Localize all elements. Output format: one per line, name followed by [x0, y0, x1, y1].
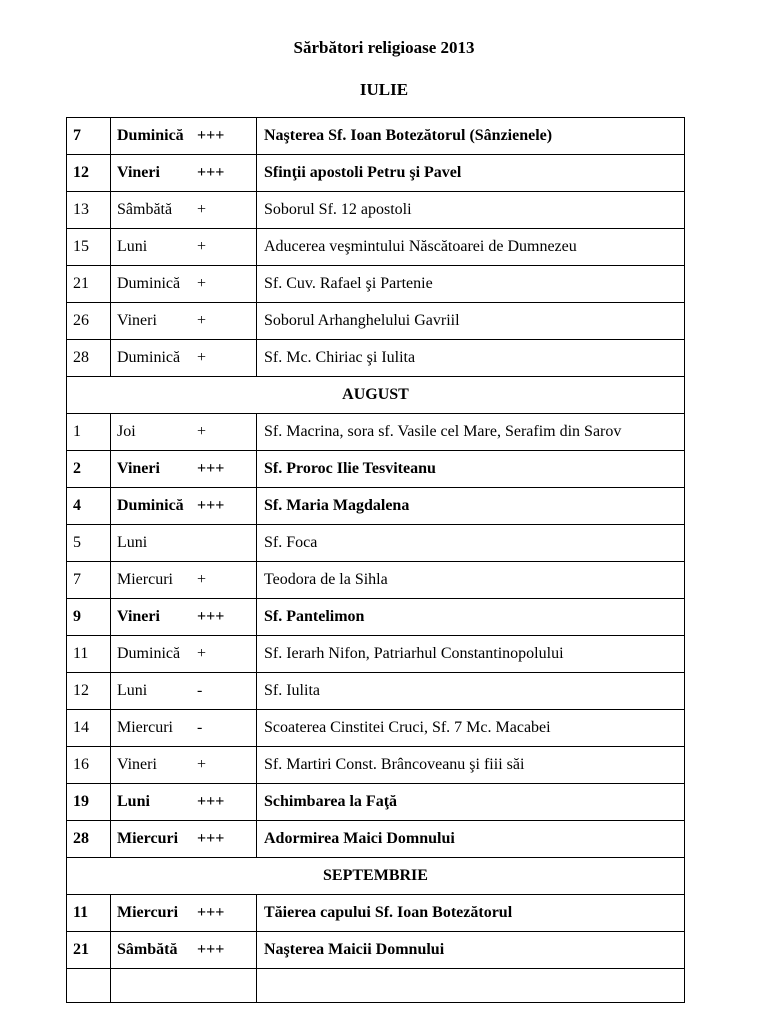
- importance-sign: +: [197, 571, 207, 588]
- day-name: Luni: [117, 682, 148, 699]
- event-cell: Sfinţii apostoli Petru şi Pavel: [257, 155, 685, 192]
- date-cell: 28: [67, 340, 111, 377]
- date-cell: 2: [67, 451, 111, 488]
- date-cell: 7: [67, 562, 111, 599]
- day-cell: [111, 673, 257, 710]
- date-cell: 14: [67, 710, 111, 747]
- date-cell: 12: [67, 155, 111, 192]
- month-name: AUGUST: [67, 377, 685, 414]
- table-row: [67, 155, 685, 192]
- table-row: [67, 266, 685, 303]
- importance-sign: +: [197, 645, 207, 662]
- date-cell: 12: [67, 673, 111, 710]
- date-cell: 21: [67, 266, 111, 303]
- day-cell: [111, 710, 257, 747]
- table-row: [67, 414, 685, 451]
- day-name: Sâmbătă: [117, 201, 173, 218]
- date-cell: 28: [67, 821, 111, 858]
- event-cell: Teodora de la Sihla: [257, 562, 685, 599]
- day-name: Joi: [117, 423, 136, 440]
- table-row: [67, 562, 685, 599]
- event-cell: Soborul Arhanghelului Gavriil: [257, 303, 685, 340]
- day-name: Duminică: [117, 645, 181, 662]
- day-name: Miercuri: [117, 719, 173, 736]
- day-cell: [111, 599, 257, 636]
- day-name: Luni: [117, 238, 148, 255]
- day-cell: [111, 488, 257, 525]
- event-cell: Adormirea Maici Domnului: [257, 821, 685, 858]
- month-header-row: [67, 858, 685, 895]
- table-row: [67, 229, 685, 266]
- holidays-table: [66, 117, 685, 1003]
- importance-sign: +: [197, 349, 207, 366]
- importance-sign: +++: [197, 793, 225, 810]
- day-name: Duminică: [117, 275, 181, 292]
- importance-sign: +++: [197, 830, 225, 847]
- importance-sign: +++: [197, 164, 225, 181]
- table-row: [67, 525, 685, 562]
- empty-cell: [257, 969, 685, 1003]
- table-row: [67, 895, 685, 932]
- day-name: Miercuri: [117, 830, 179, 847]
- day-cell: [111, 636, 257, 673]
- event-cell: Sf. Pantelimon: [257, 599, 685, 636]
- day-name: Vineri: [117, 608, 160, 625]
- day-cell: [111, 118, 257, 155]
- empty-cell: [111, 969, 257, 1003]
- importance-sign: +: [197, 201, 207, 218]
- date-cell: 15: [67, 229, 111, 266]
- day-cell: [111, 821, 257, 858]
- day-cell: [111, 525, 257, 562]
- event-cell: Naşterea Maicii Domnului: [257, 932, 685, 969]
- event-cell: Sf. Iulita: [257, 673, 685, 710]
- importance-sign: +++: [197, 608, 225, 625]
- date-cell: 21: [67, 932, 111, 969]
- event-cell: Scoaterea Cinstitei Cruci, Sf. 7 Mc. Macabei: [257, 710, 685, 747]
- day-cell: [111, 229, 257, 266]
- month-header-row: [67, 377, 685, 414]
- importance-sign: +++: [197, 460, 225, 477]
- day-name: Vineri: [117, 756, 157, 773]
- day-name: Vineri: [117, 312, 157, 329]
- holidays-table-body: [67, 118, 685, 1003]
- importance-sign: +++: [197, 941, 225, 958]
- date-cell: 11: [67, 636, 111, 673]
- table-row: [67, 488, 685, 525]
- importance-sign: +: [197, 312, 207, 329]
- day-cell: [111, 784, 257, 821]
- event-cell: Sf. Maria Magdalena: [257, 488, 685, 525]
- table-row: [67, 932, 685, 969]
- day-name: Vineri: [117, 460, 160, 477]
- importance-sign: +: [197, 423, 207, 440]
- event-cell: Sf. Ierarh Nifon, Patriarhul Constantinopolului: [257, 636, 685, 673]
- event-cell: Soborul Sf. 12 apostoli: [257, 192, 685, 229]
- date-cell: 13: [67, 192, 111, 229]
- event-cell: Schimbarea la Faţă: [257, 784, 685, 821]
- day-cell: [111, 303, 257, 340]
- importance-sign: +++: [197, 497, 225, 514]
- table-row: [67, 710, 685, 747]
- date-cell: 11: [67, 895, 111, 932]
- page-title: Sărbători religioase 2013: [293, 38, 475, 57]
- event-cell: Sf. Martiri Const. Brâncoveanu şi fiii săi: [257, 747, 685, 784]
- importance-sign: -: [197, 682, 203, 699]
- day-name: Miercuri: [117, 571, 173, 588]
- day-name: Duminică: [117, 497, 184, 514]
- event-cell: Sf. Foca: [257, 525, 685, 562]
- month-name: SEPTEMBRIE: [67, 858, 685, 895]
- event-cell: Sf. Cuv. Rafael şi Partenie: [257, 266, 685, 303]
- event-cell: Sf. Proroc Ilie Tesviteanu: [257, 451, 685, 488]
- day-cell: [111, 340, 257, 377]
- event-cell: Sf. Macrina, sora sf. Vasile cel Mare, Serafim din Sarov: [257, 414, 685, 451]
- date-cell: 9: [67, 599, 111, 636]
- importance-sign: -: [197, 719, 203, 736]
- importance-sign: +++: [197, 127, 225, 144]
- day-name: Duminică: [117, 127, 184, 144]
- day-name: Vineri: [117, 164, 160, 181]
- day-cell: [111, 192, 257, 229]
- day-cell: [111, 562, 257, 599]
- event-cell: Aducerea veşmintului Născătoarei de Dumnezeu: [257, 229, 685, 266]
- day-name: Miercuri: [117, 904, 179, 921]
- importance-sign: +++: [197, 904, 225, 921]
- day-cell: [111, 155, 257, 192]
- table-row: [67, 118, 685, 155]
- day-cell: [111, 932, 257, 969]
- date-cell: 4: [67, 488, 111, 525]
- day-name: Luni: [117, 534, 148, 551]
- day-cell: [111, 414, 257, 451]
- date-cell: 7: [67, 118, 111, 155]
- table-row: [67, 451, 685, 488]
- day-cell: [111, 266, 257, 303]
- date-cell: 16: [67, 747, 111, 784]
- empty-cell: [67, 969, 111, 1003]
- importance-sign: +: [197, 275, 207, 292]
- table-row: [67, 673, 685, 710]
- importance-sign: +: [197, 238, 207, 255]
- table-row: [67, 636, 685, 673]
- date-cell: 26: [67, 303, 111, 340]
- day-cell: [111, 747, 257, 784]
- table-row: [67, 599, 685, 636]
- date-cell: 19: [67, 784, 111, 821]
- table-row: [67, 303, 685, 340]
- empty-row: [67, 969, 685, 1003]
- month-heading-iulie: IULIE: [359, 80, 409, 99]
- day-name: Luni: [117, 793, 150, 810]
- importance-sign: +: [197, 756, 207, 773]
- table-row: [67, 340, 685, 377]
- event-cell: Sf. Mc. Chiriac şi Iulita: [257, 340, 685, 377]
- event-cell: Tăierea capului Sf. Ioan Botezătorul: [257, 895, 685, 932]
- event-cell: Naşterea Sf. Ioan Botezătorul (Sânzienele): [257, 118, 685, 155]
- day-cell: [111, 451, 257, 488]
- table-row: [67, 784, 685, 821]
- table-row: [67, 747, 685, 784]
- date-cell: 1: [67, 414, 111, 451]
- day-name: Duminică: [117, 349, 181, 366]
- day-name: Sâmbătă: [117, 941, 178, 958]
- date-cell: 5: [67, 525, 111, 562]
- table-row: [67, 821, 685, 858]
- table-row: [67, 192, 685, 229]
- day-cell: [111, 895, 257, 932]
